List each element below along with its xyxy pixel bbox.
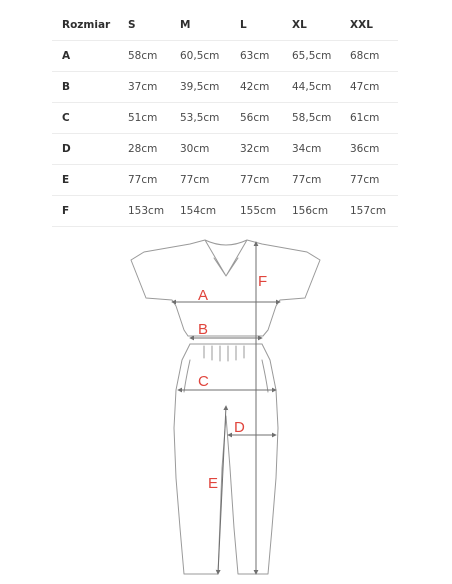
table-row	[52, 103, 398, 134]
table-cell: 68cm	[340, 41, 398, 72]
table-row	[52, 165, 398, 196]
row-label: F	[52, 196, 118, 227]
table-cell: 153cm	[118, 196, 170, 227]
table-cell: 51cm	[118, 103, 170, 134]
table-cell: 155cm	[230, 196, 282, 227]
measure-e-line	[218, 406, 226, 574]
table-cell: 56cm	[230, 103, 282, 134]
label-b: B	[198, 321, 209, 338]
table-cell: 30cm	[170, 134, 230, 165]
table-cell: 77cm	[170, 165, 230, 196]
table-cell: 63cm	[230, 41, 282, 72]
label-f: F	[258, 273, 268, 290]
label-e: E	[208, 475, 219, 492]
table-cell: 39,5cm	[170, 72, 230, 103]
size-chart-table	[52, 10, 398, 227]
table-row	[52, 134, 398, 165]
table-cell: 53,5cm	[170, 103, 230, 134]
table-cell: 154cm	[170, 196, 230, 227]
row-label: B	[52, 72, 118, 103]
table-header-row	[52, 10, 398, 41]
table-cell: 42cm	[230, 72, 282, 103]
table-cell: 77cm	[118, 165, 170, 196]
table-cell: 77cm	[282, 165, 340, 196]
table-cell: 156cm	[282, 196, 340, 227]
header-xxl: XXL	[340, 10, 398, 41]
table-row	[52, 196, 398, 227]
header-l: L	[230, 10, 282, 41]
measurement-lines	[172, 242, 280, 574]
table-cell: 28cm	[118, 134, 170, 165]
header-size: Rozmiar	[52, 10, 118, 41]
table-row	[52, 41, 398, 72]
jumpsuit-trousers	[174, 344, 278, 574]
row-label: D	[52, 134, 118, 165]
table-cell: 65,5cm	[282, 41, 340, 72]
table-cell: 47cm	[340, 72, 398, 103]
jumpsuit-gathers	[204, 346, 244, 361]
label-c: C	[198, 373, 209, 390]
table-cell: 60,5cm	[170, 41, 230, 72]
row-label: C	[52, 103, 118, 134]
label-d: D	[234, 419, 245, 436]
label-a: A	[198, 287, 209, 304]
table-cell: 32cm	[230, 134, 282, 165]
table-cell: 77cm	[340, 165, 398, 196]
jumpsuit-pockets	[184, 360, 268, 392]
table-cell: 61cm	[340, 103, 398, 134]
table-cell: 37cm	[118, 72, 170, 103]
table-cell: 58,5cm	[282, 103, 340, 134]
row-label: E	[52, 165, 118, 196]
table-cell: 36cm	[340, 134, 398, 165]
header-xl: XL	[282, 10, 340, 41]
table-cell: 157cm	[340, 196, 398, 227]
table-row	[52, 72, 398, 103]
table-cell: 58cm	[118, 41, 170, 72]
table-cell: 44,5cm	[282, 72, 340, 103]
table-cell: 34cm	[282, 134, 340, 165]
jumpsuit-neckline	[205, 240, 247, 276]
row-label: A	[52, 41, 118, 72]
jumpsuit-bodice	[131, 240, 320, 336]
table-cell: 77cm	[230, 165, 282, 196]
jumpsuit-measurement-diagram	[0, 228, 452, 584]
header-s: S	[118, 10, 170, 41]
header-m: M	[170, 10, 230, 41]
